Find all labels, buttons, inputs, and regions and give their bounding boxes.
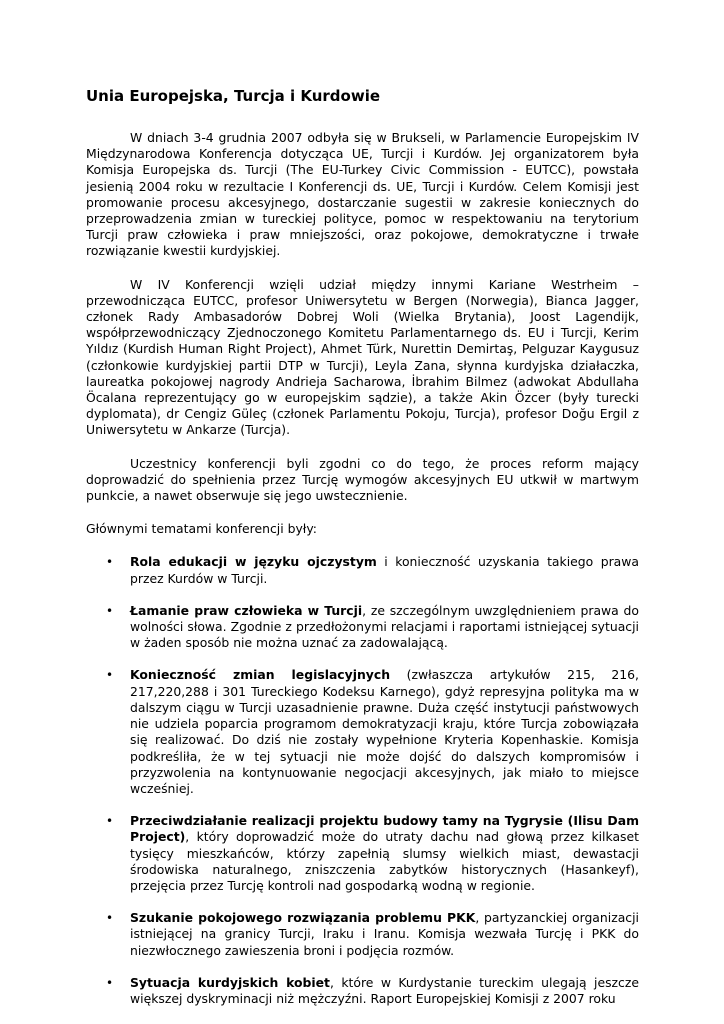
topic-heading: Przeciwdziałanie realizacji projektu budowy tamy na Tygrysie (Ilisu Dam Project)	[130, 813, 639, 845]
bullet-icon: •	[106, 555, 114, 570]
topic-item	[86, 554, 639, 586]
topic-item	[86, 603, 639, 652]
paragraph-reform-stalled: Uczestnicy konferencji byli zgodni co do tego, że proces reform mający doprowadzić do spełnienia przez Turcję wymogów akcesyjnych EU utkwił w martwym punkcie, a nawet obserwuje się jego uwstecznienie.	[86, 455, 639, 504]
paragraph-participants: W IV Konferencji wzięli udział między innymi Kariane Westrheim – przewodnicząca EUTCC, profesor Uniwersytetu w Bergen (Norwegia), Bianca Jagger, członek Rady Ambasadorów Dobrej Woli (Wielka Brytania), Joost Lagendijk, współprzewodniczący Zjednoczonego Komitetu Parlamentarnego ds. EU i Turcji, Kerim Yıldız (Kurdish Human Right Project), Ahmet Türk, Nurettin Demirtaş, Pelguzar Kaygusuz (członkowie kurdyjskiej partii DTP w Turcji), Leyla Zana, słynna kurdyjska działaczka, laureatka pokojowej nagrody Andrieja Sacharowa, İbrahim Bilmez (adwokat Abdullaha Öcalana reprezentujący go w europejskim sądzie), a także Akin Özcer (były turecki dyplomata), dr Cengiz Güleç (członek Parlamentu Pokoju, Turcja), profesor Doğu Ergil z Uniwersytetu w Ankarze (Turcja).	[86, 276, 639, 438]
document-title: Unia Europejska, Turcja i Kurdowie	[86, 87, 381, 105]
paragraph-conference-intro: W dniach 3-4 grudnia 2007 odbyła się w Brukseli, w Parlamencie Europejskim IV Międzynarodowa Konferencja dotycząca UE, Turcji i Kurdów. Jej organizatorem była Komisja Europejska ds. Turcji (The EU-Turkey Civic Commission - EUTCC), powstała jesienią 2004 roku w rezultacie I Konferencji ds. UE, Turcji i Kurdów. Celem Komisji jest promowanie procesu akcesyjnego, dostarczanie sugestii w zakresie koniecznych do przeprowadzenia zmian w tureckiej polityce, pomoc w respektowaniu na terytorium Turcji praw człowieka i praw mniejszości, oraz pokojowe, demokratyczne i trwałe rozwiązanie kwestii kurdyjskiej.	[86, 130, 639, 259]
topic-text: , który doprowadzić może do utraty dachu nad głową przez kilkaset tysięcy mieszkańców, którzy zapełnią slumsy wielkich miast, dewastacji środowiska naturalnego, zniszczenia zabytków historycznych (Hasankeyf), przejęcia przez Turcję kontroli nad gospodarką wodną w regionie.	[130, 829, 639, 893]
topic-heading: Konieczność zmian legislacyjnych	[130, 667, 391, 683]
bullet-icon: •	[106, 975, 114, 990]
topics-intro: Głównymi tematami konferencji były:	[86, 521, 317, 537]
document-body	[86, 130, 639, 1023]
topic-text: i konieczność uzyskania takiego prawa przez Kurdów w Turcji.	[130, 554, 639, 586]
topic-text: , ze szczególnym uwzględnieniem prawa do wolności słowa. Zgodnie z przedłożonymi relacjami i raportami istniejącej sytuacji w żaden sposób nie można uznać za zadowalającą.	[130, 602, 639, 651]
topic-text: , które w Kurdystanie tureckim ulegają jeszcze większej dyskryminacji niż mężczyźni. Raport Europejskiej Komisji z 2007 roku	[130, 974, 639, 1006]
topic-heading: Sytuacja kurdyjskich kobiet	[130, 974, 330, 990]
topic-heading: Łamanie praw człowieka w Turcji	[130, 602, 363, 618]
topic-heading: Rola edukacji w języku ojczystym	[130, 554, 377, 570]
topics-list	[86, 554, 639, 1007]
bullet-icon: •	[106, 814, 114, 829]
topic-item	[86, 667, 639, 797]
bullet-icon: •	[106, 668, 114, 683]
topic-item	[86, 975, 639, 1007]
topic-heading: Szukanie pokojowego rozwiązania problemu PKK	[130, 910, 476, 926]
bullet-icon: •	[106, 911, 114, 926]
topic-item	[86, 813, 639, 894]
topic-item	[86, 910, 639, 959]
topic-text: (zwłaszcza artykułów 215, 216, 217,220,288 i 301 Tureckiego Kodeksu Karnego), gdyż represyjna polityka ma w dalszym ciągu w Turcji uzasadnienie prawne. Duża część instytucji państwowych nie udziela poparcia programom demokratyzacji kraju, które Turcja zobowiązała się realizować. Do dziś nie zostały wypełnione Kryteria Kopenhaskie. Komisja podkreśliła, że w tej sytuacji nie może dojść do dalszych kompromisów i przyzwolenia na kontynuowanie negocjacji akcesyjnych, jak miało to miejsce wcześniej.	[130, 667, 639, 796]
bullet-icon: •	[106, 603, 114, 618]
topic-text: , partyzanckiej organizacji istniejącej na granicy Turcji, Iraku i Iranu. Komisja wezwała Turcję i PKK do niezwłocznego zawieszenia broni i podjęcia rozmów.	[130, 910, 639, 958]
